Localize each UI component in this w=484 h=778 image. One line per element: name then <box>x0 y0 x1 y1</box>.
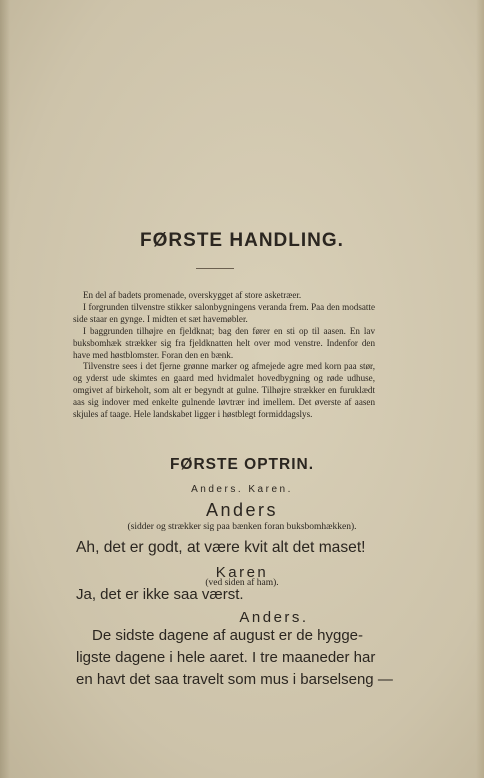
scene-description <box>73 290 375 421</box>
description-paragraph: I baggrunden tilhøjre en fjeldknat; bag den fører en sti op til aasen. En lav buksbomhæk strækker sig fra fjeldknatten helt over mod venstre. Indenfor den have med høstblomster. Foran den en bænk. <box>73 325 375 360</box>
scene-title: FØRSTE OPTRIN. <box>169 456 315 473</box>
dialogue-line-part: De sidste dagene af august er de hygge- <box>92 627 364 644</box>
act-title: FØRSTE HANDLING. <box>140 230 344 251</box>
stage-direction: (sidder og strækker sig paa bænken foran buksbomhækken). <box>127 522 357 532</box>
speaker-name: Anders. <box>239 609 309 626</box>
dialogue-line <box>76 625 396 691</box>
speaker-name: Karen <box>215 564 269 581</box>
description-paragraph: Tilvenstre sees i det fjerne grønne marker og afmejede agre med korn paa stør, og yderst ude skimtes en gaard med hvidmalet hovedbygning og røde udhuse, omgivet af birkeholt, som alt er begyndt at gulne. Tilhøjre strækker en furuklædt aas sig indover med enkelte gulnende løvtrær ind imellem. Det øverste af aasen skjules af taage. Hele landskabet ligger i høstblegt formiddagslys. <box>73 361 375 420</box>
page-right-edge <box>476 0 484 778</box>
speaker-name: Anders <box>205 500 279 520</box>
dialogue-line: Ah, det er godt, at være kvit alt det maset! <box>76 539 366 556</box>
dialogue-line-part: ligste dagene i hele aaret. I tre maaneder har <box>76 649 376 666</box>
dialogue-line: Ja, det er ikke saa værst. <box>76 586 244 603</box>
page-left-edge <box>0 0 10 778</box>
title-divider <box>196 268 234 269</box>
description-paragraph: En del af badets promenade, overskygget af store asketræer. <box>83 290 302 300</box>
dialogue-line-part: en havt det saa travelt som mus i barselseng — <box>76 671 393 688</box>
description-paragraph: I forgrunden tilvenstre stikker salonbygningens veranda frem. Paa den modsatte side staar en gynge. I midten et sæt havemøbler. <box>73 301 375 324</box>
cast-list: Anders. Karen. <box>191 484 293 495</box>
stage-direction: (ved siden af ham). <box>205 578 279 588</box>
